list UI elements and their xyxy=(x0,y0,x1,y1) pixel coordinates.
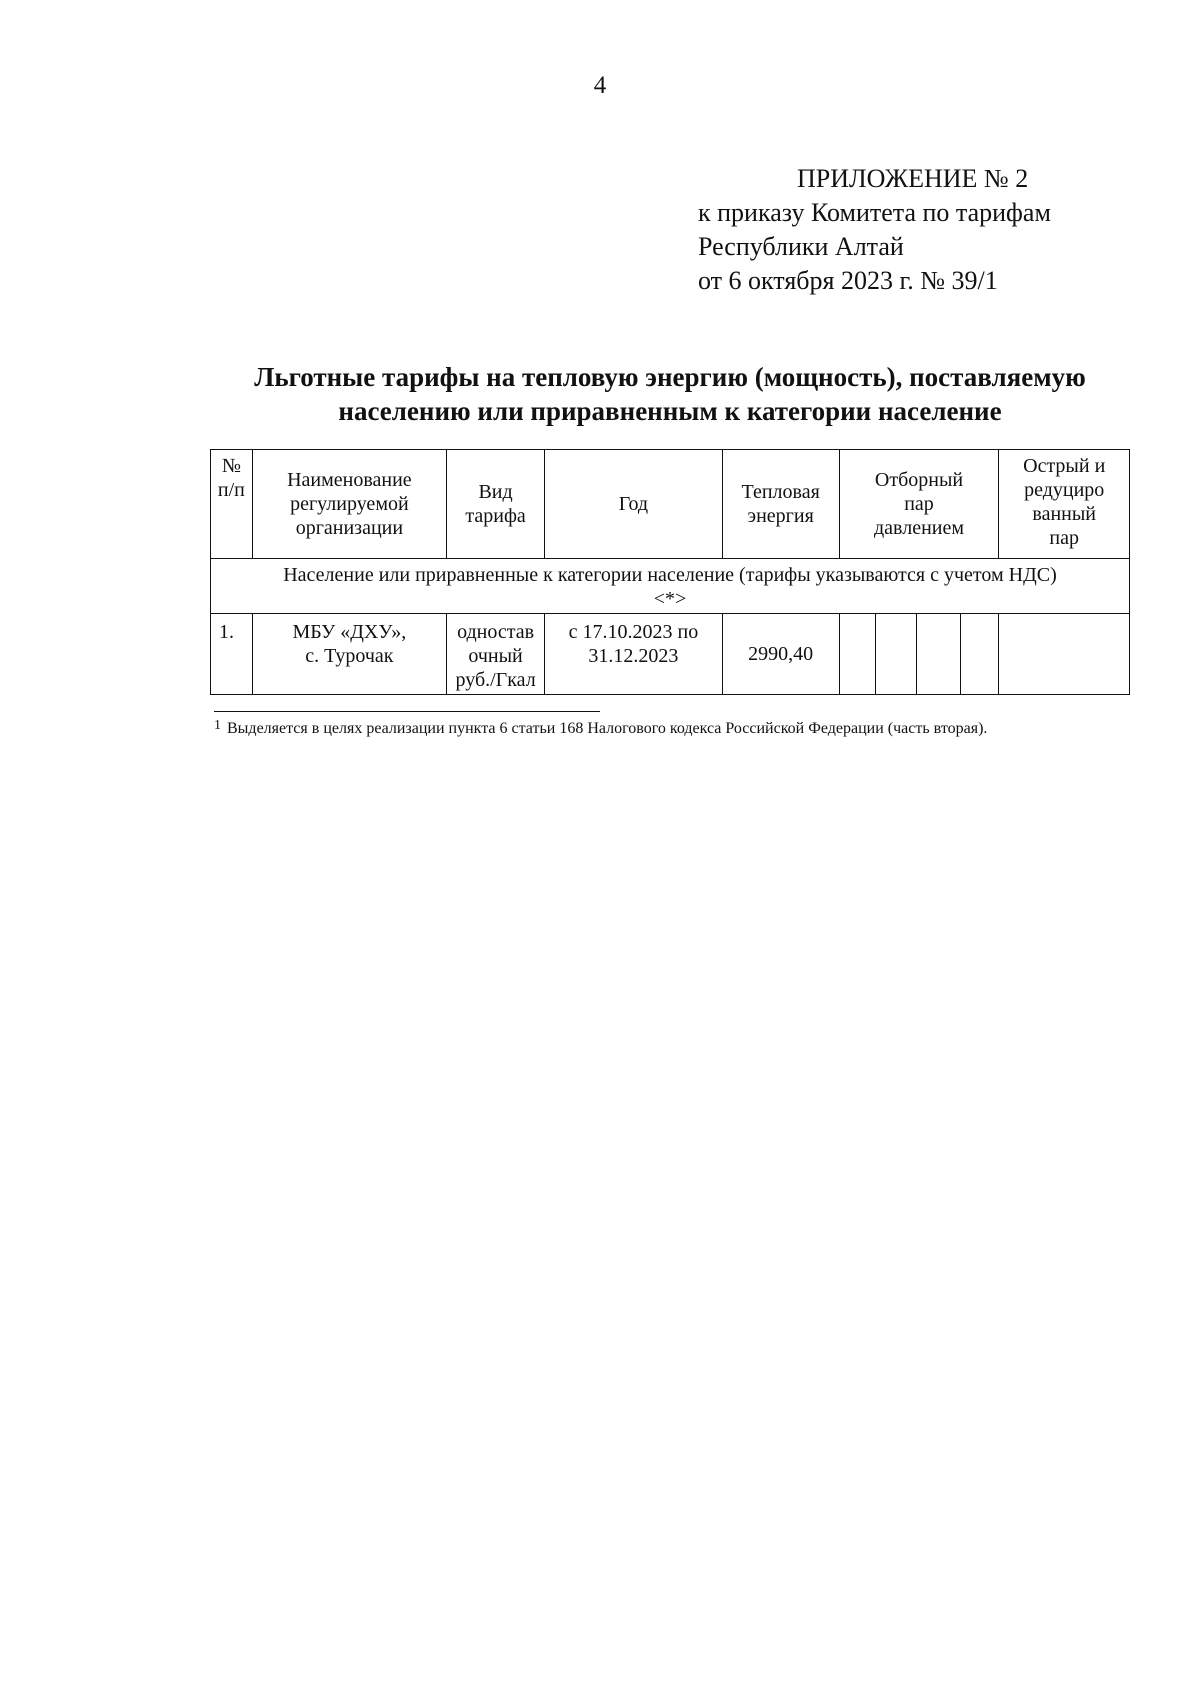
header-sharp-steam: Острый и редуциро ванный пар xyxy=(999,450,1130,559)
page-number: 4 xyxy=(593,72,607,99)
group-row-marker: <*> xyxy=(653,588,687,610)
row-steam-value xyxy=(960,614,999,695)
document-title xyxy=(0,360,1200,428)
annex-date-line: от 6 октября 2023 г. № 39/1 xyxy=(698,266,998,295)
header-year: Год xyxy=(545,450,723,559)
row-organization: МБУ «ДХУ», с. Турочак xyxy=(252,614,446,695)
footnote-divider xyxy=(214,711,600,712)
header-tariff-type: Вид тарифа xyxy=(447,450,545,559)
footnote-text: Выделяется в целях реализации пункта 6 статьи 168 Налогового кодекса Российской Федерации (часть вторая). xyxy=(227,720,988,737)
annex-order-line: к приказу Комитета по тарифам xyxy=(698,198,1051,227)
row-tariff-type: одностав очный руб./Гкал xyxy=(447,614,545,695)
header-organization: Наименование регулируемой организации xyxy=(252,450,446,559)
row-steam-value xyxy=(876,614,917,695)
table-group-row xyxy=(211,559,1130,614)
tariff-table xyxy=(210,449,1130,695)
row-steam-value xyxy=(916,614,960,695)
row-steam-value xyxy=(839,614,876,695)
group-row-cell xyxy=(211,559,1130,614)
row-sharp-steam-value xyxy=(999,614,1130,695)
table-row xyxy=(211,614,1130,695)
annex-block xyxy=(698,162,1051,298)
group-row-text: Население или приравненные к категории население (тарифы указываются с учетом НДС) xyxy=(283,564,1057,586)
document-title-line: Льготные тарифы на тепловую энергию (мощность), поставляемую xyxy=(254,362,1086,392)
document-title-line: населению или приравненным к категории население xyxy=(338,396,1002,426)
row-period: с 17.10.2023 по 31.12.2023 xyxy=(545,614,723,695)
header-extracted-steam: Отборный пар давлением xyxy=(839,450,999,559)
header-number: № п/п xyxy=(211,450,253,559)
footnote-marker: 1 xyxy=(214,718,221,733)
table-header-row xyxy=(211,450,1130,559)
footnote xyxy=(214,715,987,740)
header-heat-energy: Тепловая энергия xyxy=(722,450,839,559)
annex-title: ПРИЛОЖЕНИЕ № 2 xyxy=(797,164,1029,193)
row-number: 1. xyxy=(211,614,253,695)
annex-republic-line: Республики Алтай xyxy=(698,232,904,261)
row-heat-value: 2990,40 xyxy=(722,614,839,695)
